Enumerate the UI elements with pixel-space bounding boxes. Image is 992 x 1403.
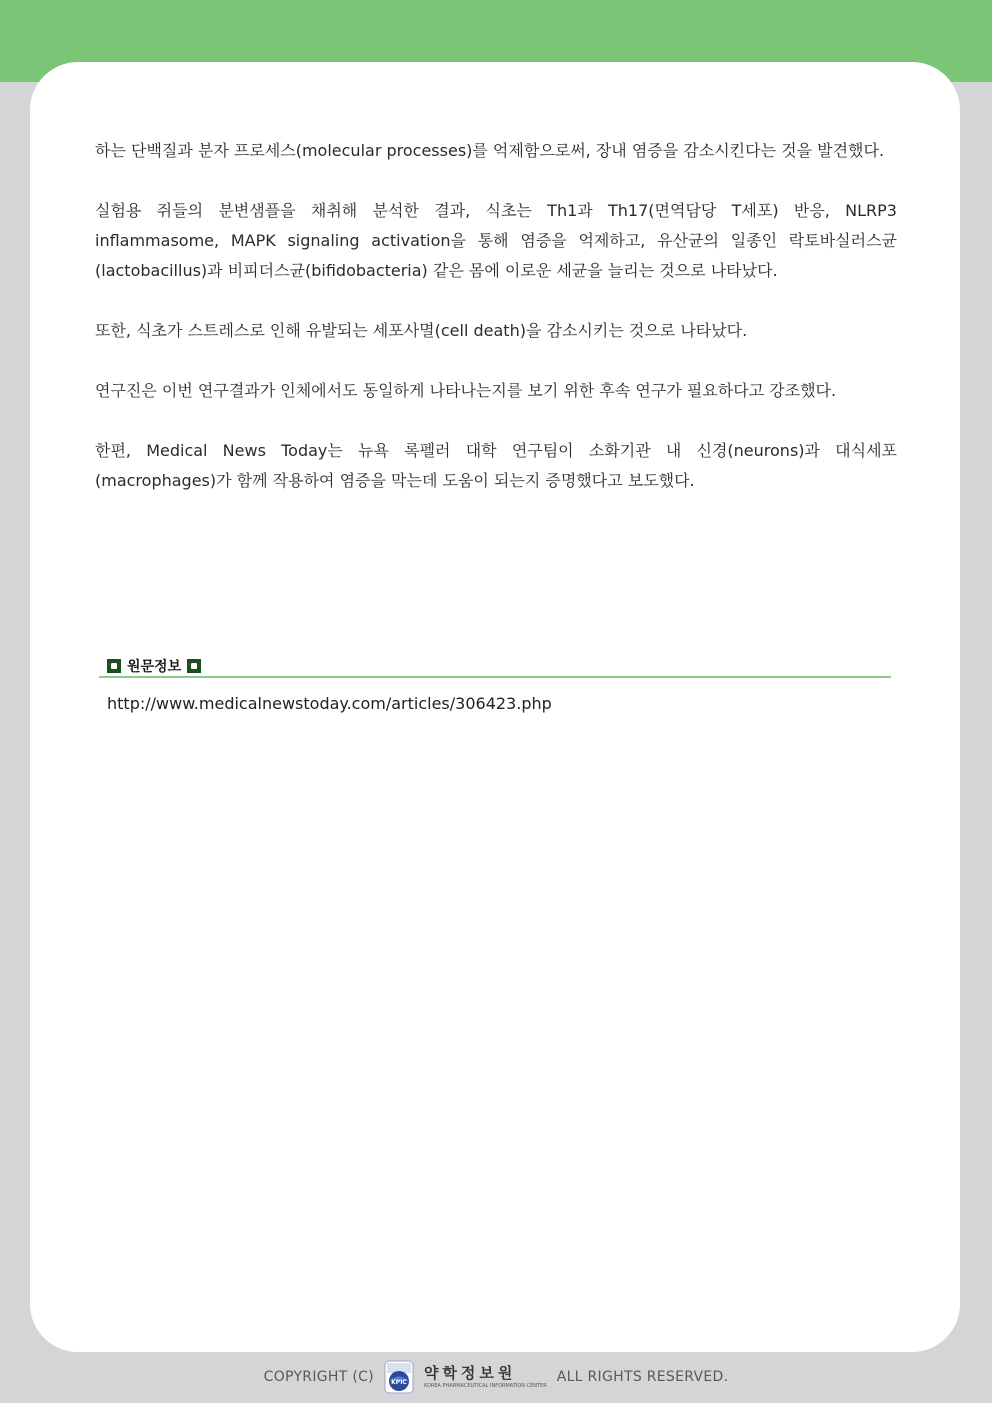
article-paragraph-2: 실험용 쥐들의 분변샘플을 채취해 분석한 결과, 식초는 Th1과 Th17(면역담당 T세포) 반응, NLRP3 inflammasome, MAPK signaling activation을 통해 염증을 억제하고, 유산균의 일종인 락토바실러스균(lactobacillus)과 비피더스균(bifidobacteria) 같은 몸에 이로운 세균을 늘리는 것으로 나타났다.: [95, 201, 897, 280]
logo-badge-text: KPIC: [391, 1379, 407, 1386]
source-url-link[interactable]: http://www.medicalnewstoday.com/articles/306423.php: [107, 694, 552, 713]
source-info-title: [107, 656, 201, 676]
footer: [0, 1358, 992, 1396]
source-info-heading: 원문정보: [127, 659, 182, 675]
article-body: [95, 136, 897, 526]
square-bullet-icon: [187, 659, 201, 673]
article-paragraph-3: 또한, 식초가 스트레스로 인해 유발되는 세포사멸(cell death)을 감소시키는 것으로 나타났다.: [95, 321, 748, 340]
logo-korean-name: 약학정보원: [423, 1363, 517, 1382]
article-paragraph-4: 연구진은 이번 연구결과가 인체에서도 동일하게 나타나는지를 보기 위한 후속 연구가 필요하다고 강조했다.: [95, 381, 837, 400]
logo-english-name: KOREA PHARMACEUTICAL INFORMATION CENTER: [423, 1382, 547, 1389]
article-paragraph-1: 하는 단백질과 분자 프로세스(molecular processes)를 억제함으로써, 장내 염증을 감소시킨다는 것을 발견했다.: [95, 141, 885, 160]
kpic-logo-icon: [384, 1360, 414, 1394]
kpic-logo-text: [423, 1363, 547, 1389]
copyright-text: COPYRIGHT (C): [263, 1369, 374, 1385]
source-info-header: [99, 654, 891, 678]
rights-text: ALL RIGHTS RESERVED.: [556, 1369, 729, 1385]
square-bullet-icon: [107, 659, 121, 673]
article-paragraph-5: 한편, Medical News Today는 뉴욕 록펠러 대학 연구팀이 소화기관 내 신경(neurons)과 대식세포(macrophages)가 함께 작용하여 염증을 막는데 도움이 되는지 증명했다고 보도했다.: [95, 441, 897, 490]
